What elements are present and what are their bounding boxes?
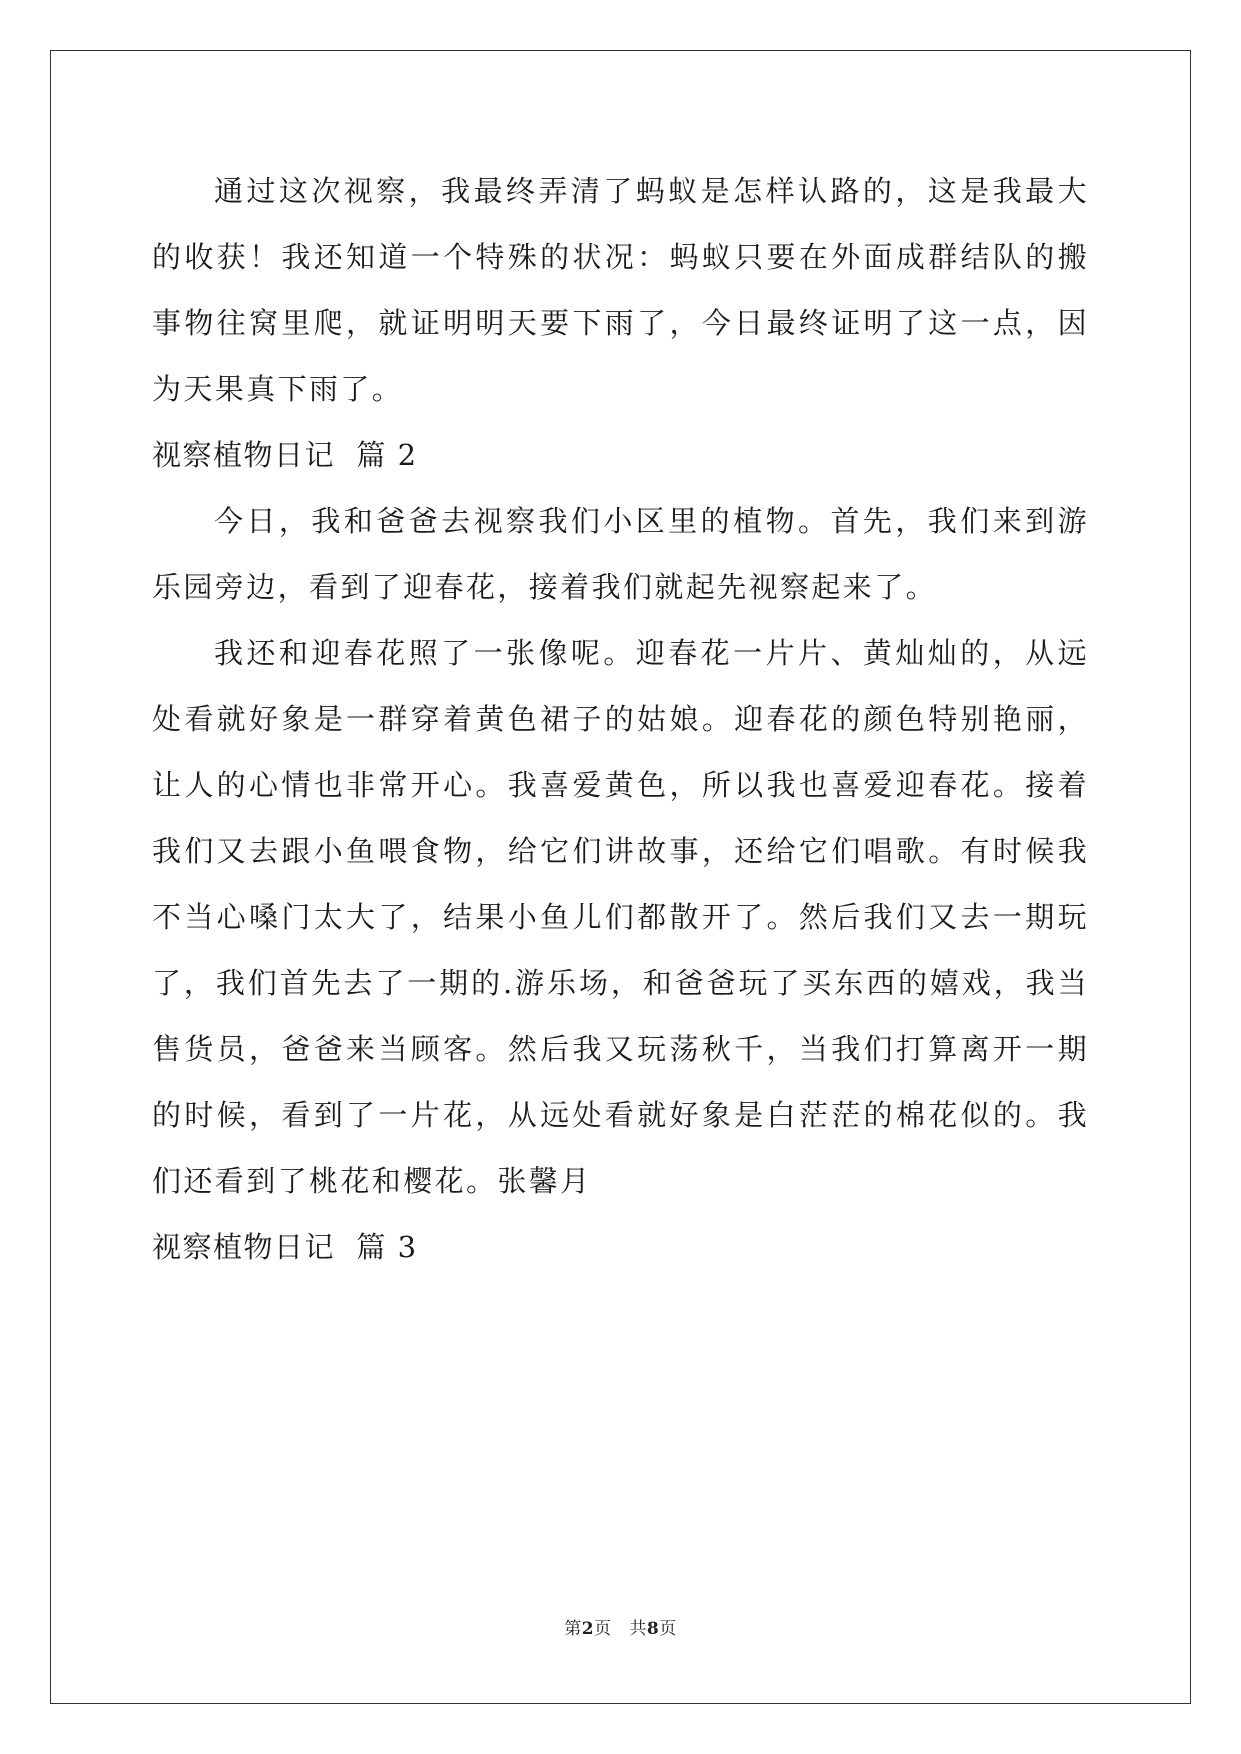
document-body xyxy=(152,158,1089,1280)
page-footer xyxy=(0,1614,1241,1639)
section-heading-2: 视察植物日记 篇 2 xyxy=(152,438,418,472)
section-heading-3: 视察植物日记 篇 3 xyxy=(152,1230,418,1264)
paragraph-ant-observation: 通过这次视察，我最终弄清了蚂蚁是怎样认路的，这是我最大的收获！我还知道一个特殊的状况：蚂蚁只要在外面成群结队的搬事物往窝里爬，就证明明天要下雨了，今日最终证明了这一点，因为天果真下雨了。 xyxy=(152,174,1089,406)
paragraph-plant-story: 我还和迎春花照了一张像呢。迎春花一片片、黄灿灿的，从远处看就好象是一群穿着黄色裙子的姑娘。迎春花的颜色特别艳丽，让人的心情也非常开心。我喜爱黄色，所以我也喜爱迎春花。接着我们又去跟小鱼喂食物，给它们讲故事，还给它们唱歌。有时候我不当心嗓门太大了，结果小鱼儿们都散开了。然后我们又去一期玩了，我们首先去了一期的.游乐场，和爸爸玩了买东西的嬉戏，我当售货员，爸爸来当顾客。然后我又玩荡秋千，当我们打算离开一期的时候，看到了一片花，从远处看就好象是白茫茫的棉花似的。我们还看到了桃花和樱花。张馨月 xyxy=(152,636,1089,1198)
footer-suffix: 页 xyxy=(659,1619,677,1639)
footer-middle: 页 共 xyxy=(594,1619,647,1639)
current-page-number: 2 xyxy=(581,1619,595,1639)
paragraph-plant-intro: 今日，我和爸爸去视察我们小区里的植物。首先，我们来到游乐园旁边，看到了迎春花，接着我们就起先视察起来了。 xyxy=(152,504,1089,604)
footer-prefix: 第 xyxy=(564,1619,582,1639)
total-pages-number: 8 xyxy=(646,1619,660,1639)
